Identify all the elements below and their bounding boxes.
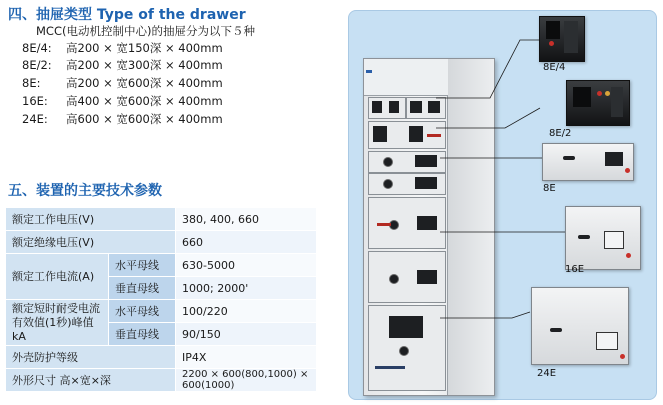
- row-label: 外壳防护等级: [6, 346, 176, 369]
- drawer-type-dims: 高600 × 宽600深 × 400mm: [66, 112, 223, 126]
- drawer-16e-label: 16E: [565, 264, 585, 275]
- row-label: 额定工作电流(A): [6, 254, 109, 300]
- drawer-8e2-label: 8E/2: [549, 128, 572, 139]
- row-label: 额定绝缘电压(V): [6, 231, 176, 254]
- row-value: 380, 400, 660: [176, 208, 317, 231]
- row-sublabel: 垂直母线: [109, 277, 176, 300]
- drawer-type-code: 24E:: [22, 112, 48, 126]
- row-value: IP4X: [176, 346, 317, 369]
- drawer-16e-image: [565, 206, 641, 270]
- drawer-intro-text: MCC(电动机控制中心)的抽屉分为以下５种: [36, 24, 255, 38]
- drawer-type-dims: 高200 × 宽300深 × 400mm: [66, 58, 223, 72]
- row-value: 100/220: [176, 300, 317, 323]
- drawer-8e2-image: [566, 80, 630, 126]
- row-sublabel: 垂直母线: [109, 323, 176, 346]
- drawer-8e-image: [542, 143, 634, 181]
- drawer-type-code: 8E:: [22, 76, 41, 90]
- drawer-8e-label: 8E: [543, 183, 556, 194]
- row-value: 2200 × 600(800,1000) × 600(1000): [176, 369, 317, 392]
- row-value: 630-5000: [176, 254, 317, 277]
- drawer-type-dims: 高400 × 宽600深 × 400mm: [66, 94, 223, 108]
- row-value: 660: [176, 231, 317, 254]
- row-label: 外形尺寸 高×宽×深: [6, 369, 176, 392]
- drawer-8e4-image: [539, 16, 585, 62]
- drawer-24e-image: [531, 287, 629, 365]
- section-4-title: 四、抽屉类型 Type of the drawer: [8, 7, 246, 23]
- row-sublabel: 水平母线: [109, 254, 176, 277]
- drawer-type-code: 16E:: [22, 94, 48, 108]
- row-label: 额定工作电压(V): [6, 208, 176, 231]
- drawer-type-dims: 高200 × 宽150深 × 400mm: [66, 41, 223, 55]
- row-value: 90/150: [176, 323, 317, 346]
- drawer-type-code: 8E/2:: [22, 58, 52, 72]
- drawer-type-code: 8E/4:: [22, 41, 52, 55]
- row-sublabel: 水平母线: [109, 300, 176, 323]
- section-5-title: 五、装置的主要技术参数: [8, 183, 162, 199]
- row-value: 1000; 2000': [176, 277, 317, 300]
- row-label: 额定短时耐受电流有效值(1秒)峰值kA: [6, 300, 109, 346]
- drawer-24e-label: 24E: [537, 368, 557, 379]
- drawer-8e4-label: 8E/4: [543, 62, 566, 73]
- drawer-type-dims: 高200 × 宽600深 × 400mm: [66, 76, 223, 90]
